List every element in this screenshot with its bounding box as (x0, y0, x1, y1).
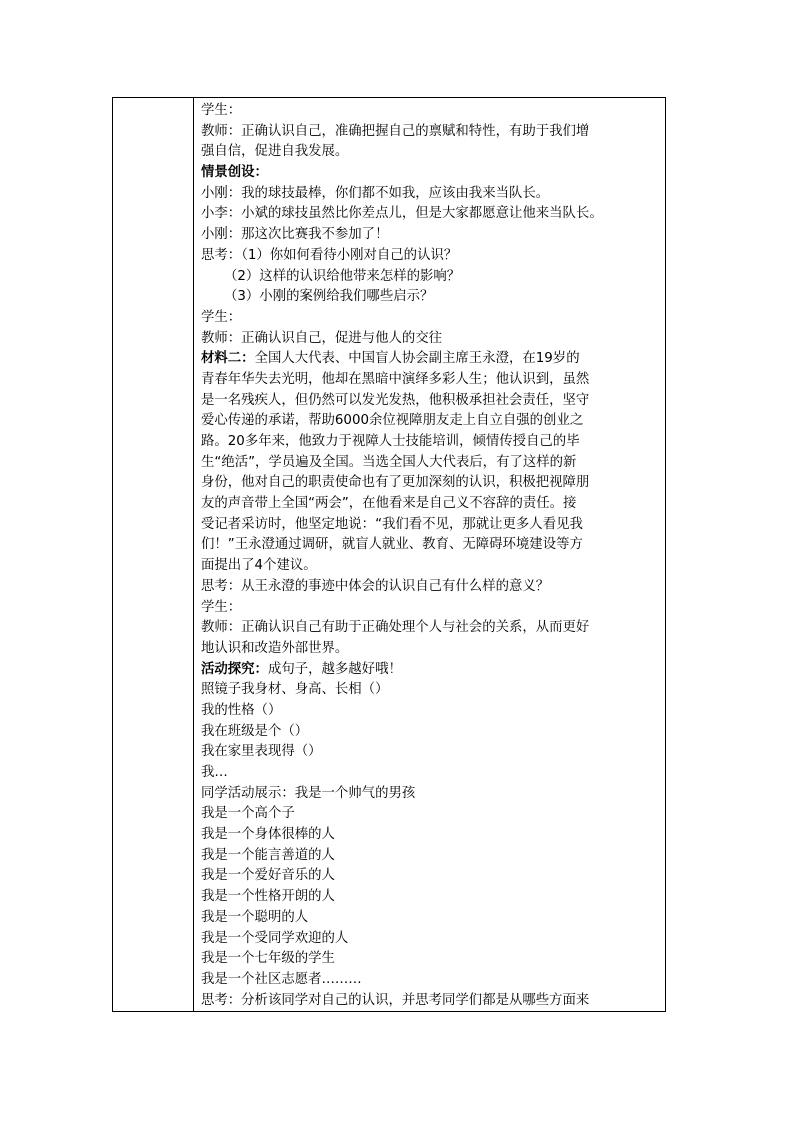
text-line: 地认识和改造外部世界。 (201, 640, 349, 656)
lesson-table (112, 97, 666, 1012)
text-line: 我是一个社区志愿者……… (201, 971, 362, 987)
text-line: 身份，他对自己的职责使命也有了更加深刻的认识，积极把视障朋 (201, 475, 590, 491)
text-line: 生“绝活”，学员遍及全国。当选全国人大代表后，有了这样的新 (201, 454, 577, 470)
text-line: （3）小刚的案例给我们哪些启示？ (224, 289, 434, 305)
table-left-column (113, 98, 194, 1011)
text-line: 受记者采访时，他坚定地说：“我们看不见，那就让更多人看见我 (201, 516, 583, 532)
text-line: 们！”王永澄通过调研，就盲人就业、教育、无障碍环境建设等方 (201, 537, 583, 553)
text-line: 我是一个爱好音乐的人 (201, 868, 335, 884)
text-line: 同学活动展示：我是一个帅气的男孩 (201, 785, 416, 801)
text-line: 我是一个七年级的学生 (201, 951, 335, 967)
text-line: 照镜子我身材、身高、长相（） (201, 682, 389, 698)
text-line: 学生： (201, 103, 242, 118)
text-line: 是一名残疾人，但仍然可以发光发热，他积极承担社会责任，坚守 (201, 392, 590, 408)
text-line: 我是一个性格开朗的人 (201, 889, 335, 905)
text-line: 教师：正确认识自己有助于正确处理个人与社会的关系，从而更好 (201, 620, 590, 636)
text-line: 小刚：我的球技最棒，你们都不如我，应该由我来当队长。 (201, 185, 550, 201)
line-text: 成句子，越多越好哦！ (267, 661, 402, 677)
text-line: 爱心传递的承诺，帮助6000余位视障朋友走上自立自强的创业之 (201, 413, 584, 429)
text-line: 我是一个身体很棒的人 (201, 827, 335, 843)
text-line: 面提出了4个建议。 (201, 558, 317, 574)
text-line: 我的性格（） (201, 702, 282, 718)
text-line: 青春年华失去光明，他却在黑暗中演绎多彩人生；他认识到，虽然 (201, 371, 590, 387)
text-line (201, 660, 663, 681)
text-line: 强自信，促进自我发展。 (201, 144, 349, 160)
text-line: 思考：分析该同学对自己的认识，并思考同学们都是从哪些方面来 (201, 992, 590, 1008)
text-line: 思考：从王永澄的事迹中体会的认识自己有什么样的意义？ (201, 578, 550, 594)
text-line: 我在班级是个（） (201, 723, 309, 739)
text-line: 我在家里表现得（） (201, 744, 322, 760)
text-line: 我是一个高个子 (201, 806, 295, 822)
bold-heading: 材料二： (201, 351, 255, 367)
text-line: 路。20多年来，他致力于视障人士技能培训，倾情传授自己的毕 (201, 434, 580, 449)
table-content-cell (201, 101, 663, 1011)
text-line: 情景创设： (201, 165, 268, 181)
text-line: 我… (201, 765, 228, 780)
text-line: 教师：正确认识自己，准确把握自己的禀赋和特性，有助于我们增 (201, 123, 590, 139)
text-line: 小刚：那这次比赛我不参加了！ (201, 227, 389, 243)
text-line: 我是一个能言善道的人 (201, 847, 335, 863)
text-line: 学生： (201, 309, 242, 325)
text-line: 友的声音带上全国“两会”，在他看来是自己义不容辞的责任。接 (201, 496, 577, 512)
line-text: 全国人大代表、中国盲人协会副主席王永澄，在19岁的 (254, 351, 580, 367)
text-line: 思考：（1）你如何看待小刚对自己的认识？ (201, 247, 458, 263)
bold-heading: 活动探究： (201, 661, 268, 677)
text-line: 我是一个受同学欢迎的人 (201, 930, 349, 946)
text-line: 小李：小斌的球技虽然比你差点儿，但是大家都愿意让他来当队长。 (201, 206, 603, 222)
text-line: 我是一个聪明的人 (201, 909, 309, 925)
text-line (201, 349, 663, 370)
text-line: （2）这样的认识给他带来怎样的影响？ (224, 268, 461, 284)
text-line: 教师：正确认识自己，促进与他人的交往 (201, 330, 443, 346)
text-line: 学生： (201, 599, 242, 615)
